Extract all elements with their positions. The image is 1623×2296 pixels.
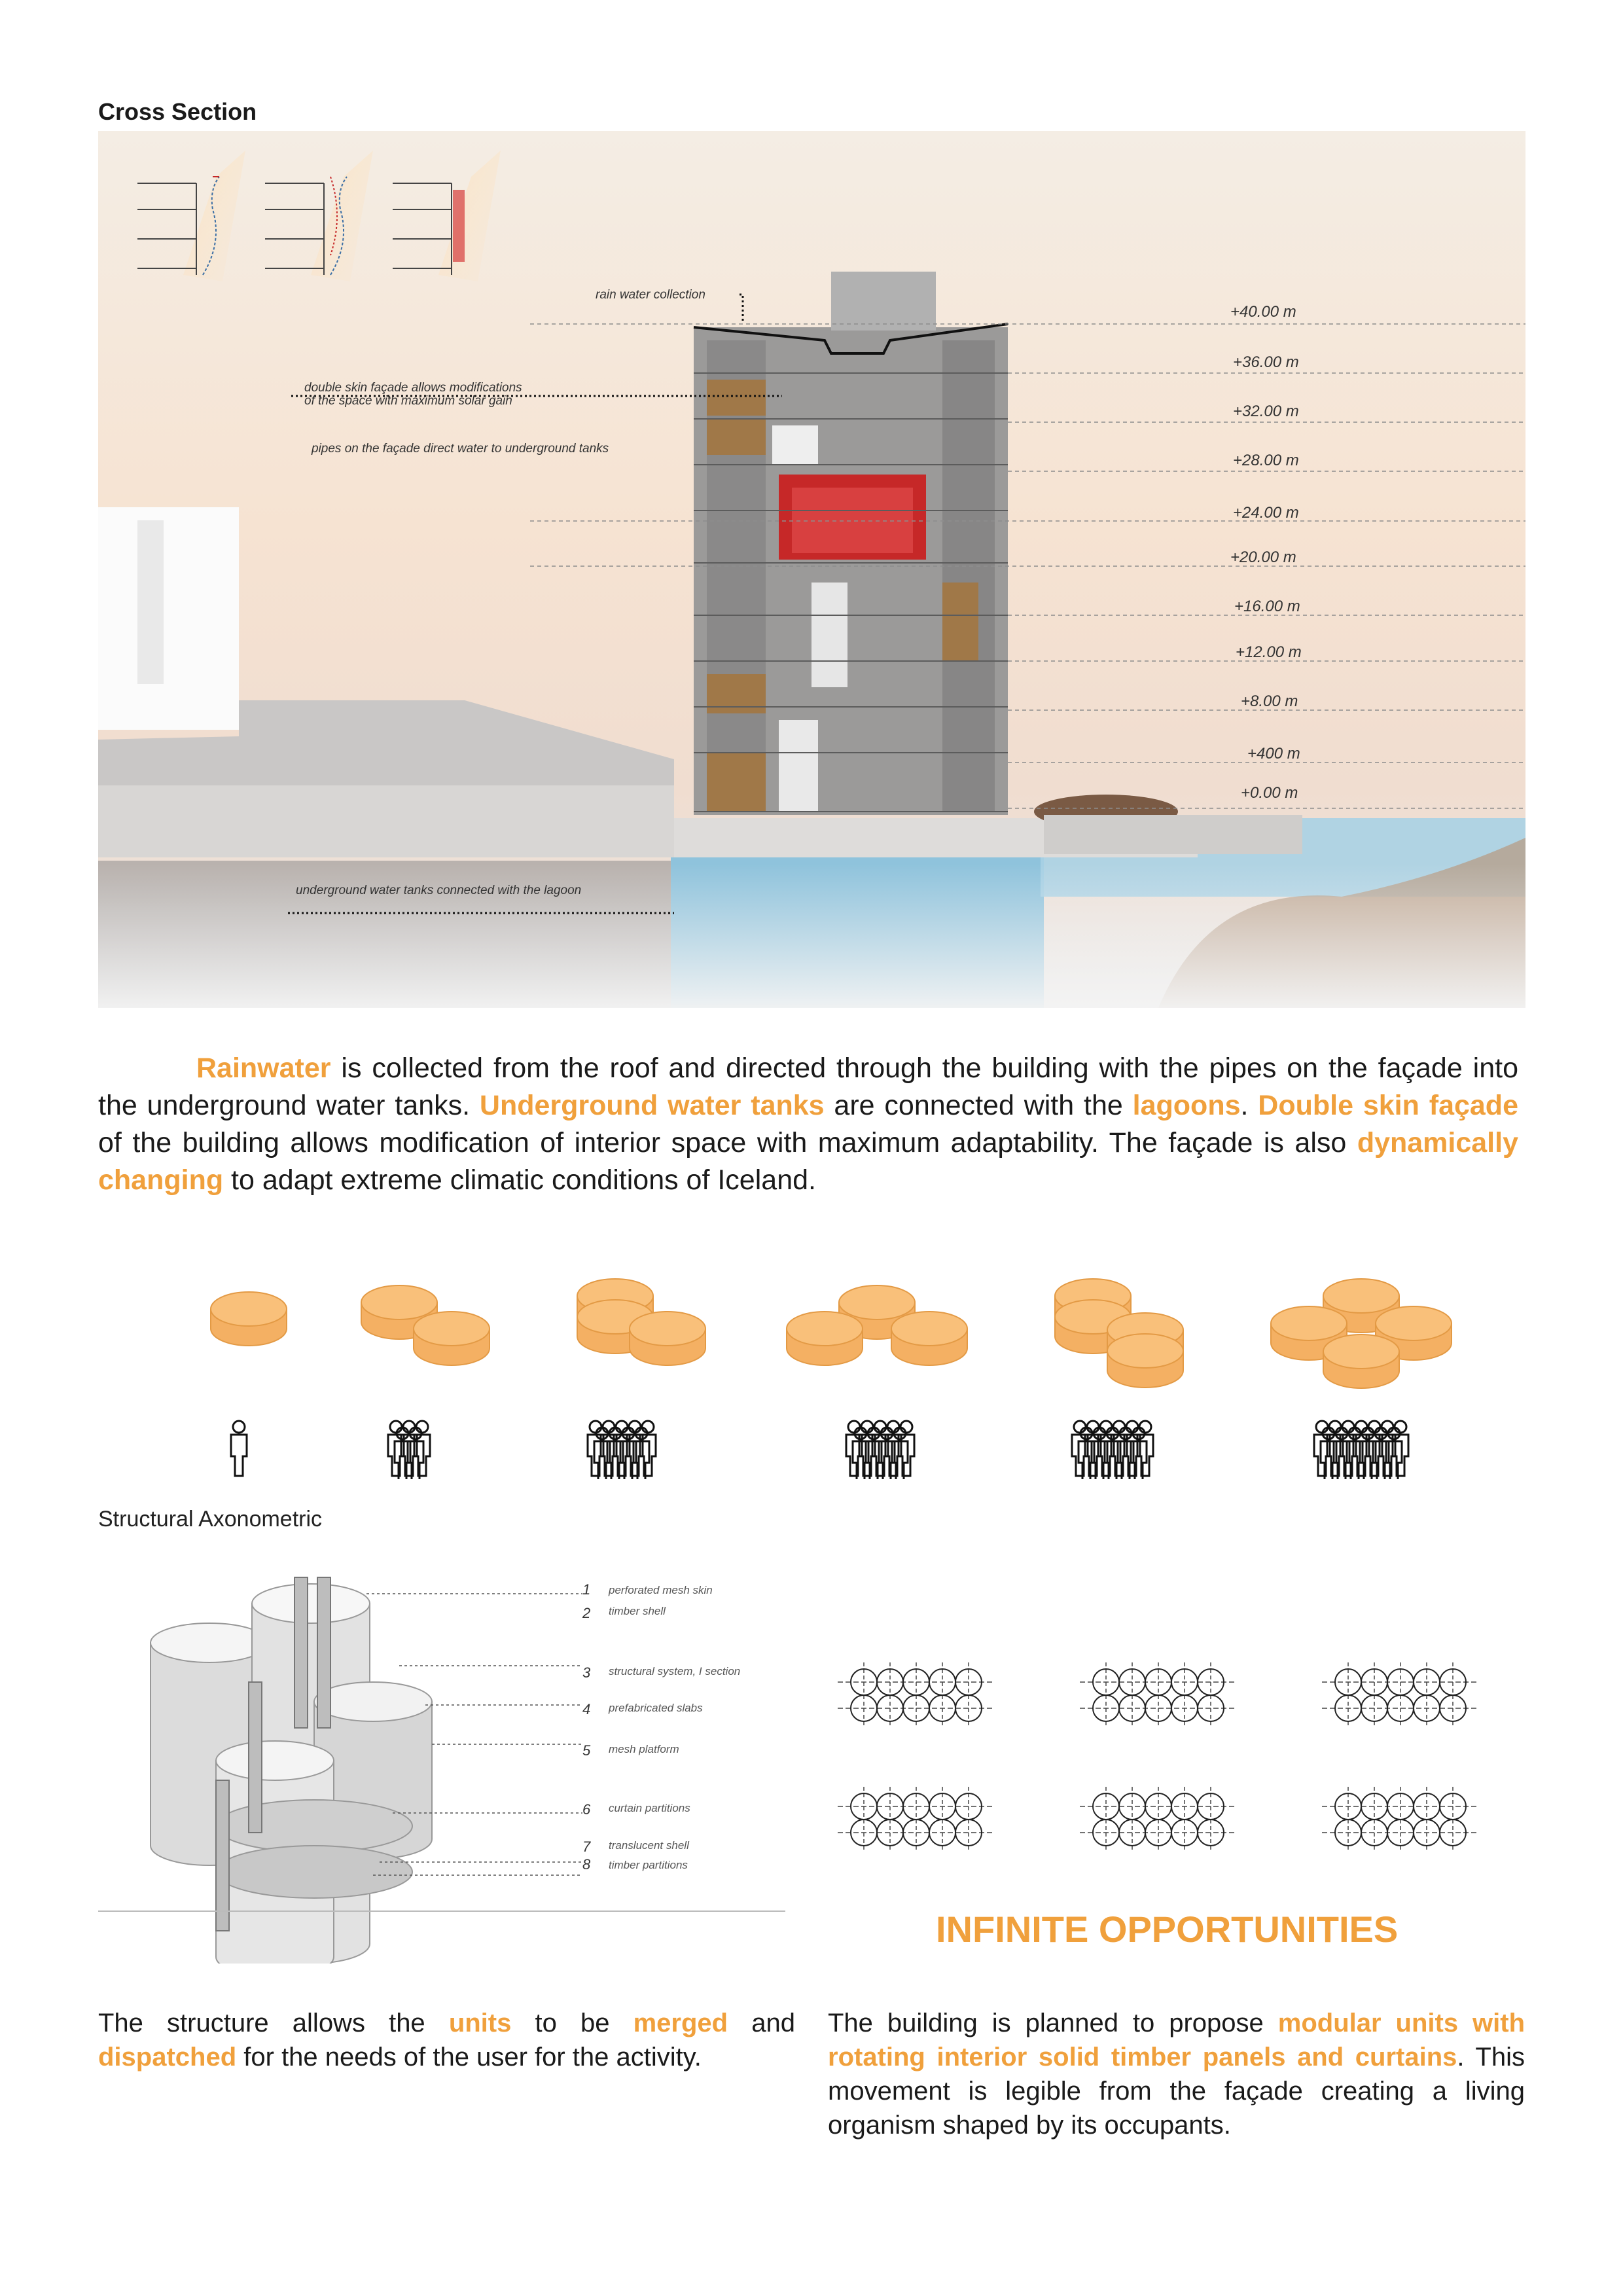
legend-item <box>582 1742 590 1759</box>
paragraph-text: to adapt extreme climatic conditions of Iceland. <box>223 1164 816 1196</box>
units-diagram <box>183 1270 1479 1479</box>
level-label: +32.00 m <box>1233 403 1299 420</box>
bottom-left-text <box>98 2006 795 2074</box>
disc-group-6 <box>1271 1279 1452 1388</box>
people-group-1 <box>231 1421 247 1476</box>
legend-item <box>582 1605 590 1622</box>
legend-item <box>582 1701 590 1718</box>
double-skin-label-2: of the space with maximum solar gain <box>304 394 512 408</box>
legend-num: 5 <box>582 1742 591 1759</box>
hl-dispatched: dispatched <box>98 2043 237 2072</box>
level-label: +8.00 m <box>1241 692 1298 710</box>
legend-num: 6 <box>582 1801 591 1818</box>
hl-merged: merged <box>633 2009 728 2037</box>
legend-num: 3 <box>582 1664 591 1681</box>
building-section <box>694 272 1008 815</box>
bottom-left-text-part: The structure allows the <box>98 2009 449 2037</box>
people-group-2 <box>388 1421 430 1479</box>
legend-text: prefabricated slabs <box>609 1702 703 1714</box>
axonometric-drawing <box>98 1564 785 1964</box>
level-label: +28.00 m <box>1233 452 1299 469</box>
hl-lagoons: lagoons <box>1132 1090 1241 1121</box>
legend-text: timber partitions <box>609 1859 688 1871</box>
double-skin-label-1: double skin façade allows modifications <box>304 381 522 395</box>
legend-item <box>582 1839 590 1856</box>
people-group-5 <box>1072 1421 1153 1479</box>
paragraph-text: of the building allows modification of interior space with maximum adaptability. The façade is also <box>98 1127 1357 1158</box>
legend-text: timber shell <box>609 1605 666 1617</box>
paragraph-text: . <box>1240 1090 1258 1121</box>
bottom-right-text-part: The building is planned to propose <box>828 2009 1278 2037</box>
hl-double-skin: Double skin façade <box>1258 1090 1518 1121</box>
paragraph-text: are connected with the <box>824 1090 1133 1121</box>
paragraph-text: is collected from the roof and directed through the building with the pipes on the façade into the underground water tanks. <box>98 1052 1518 1121</box>
disc-group-5 <box>1055 1279 1183 1388</box>
legend-num: 1 <box>582 1581 591 1598</box>
people-group-4 <box>846 1421 914 1479</box>
section-title: Cross Section <box>98 98 257 125</box>
legend-text: translucent shell <box>609 1839 689 1852</box>
disc-group-3 <box>577 1279 705 1365</box>
legend-num: 2 <box>582 1605 591 1621</box>
cross-section-drawing <box>98 131 1525 1008</box>
legend-num: 8 <box>582 1856 591 1873</box>
disc-group-1 <box>211 1292 287 1346</box>
rainwater-paragraph <box>98 1050 1518 1199</box>
bottom-left-text-part: and <box>728 2009 795 2037</box>
disc-group-4 <box>787 1285 967 1365</box>
legend-text: structural system, I section <box>609 1665 741 1677</box>
level-label: +20.00 m <box>1230 548 1296 566</box>
level-label: +16.00 m <box>1234 598 1300 615</box>
bottom-left-text-part: for the needs of the user for the activity. <box>236 2043 702 2072</box>
legend-text: curtain partitions <box>609 1802 690 1814</box>
hl-tanks: Underground water tanks <box>479 1090 825 1121</box>
legend-item <box>582 1801 590 1818</box>
tanks-label: underground water tanks connected with the lagoon <box>296 884 582 897</box>
legend-item <box>582 1581 590 1598</box>
legend-text: mesh platform <box>609 1743 679 1755</box>
legend-item <box>582 1664 590 1681</box>
disc-group-2 <box>361 1285 490 1365</box>
level-label: +36.00 m <box>1233 353 1299 371</box>
infinite-opportunities-heading: INFINITE OPPORTUNITIES <box>936 1909 1399 1950</box>
bottom-right-text-part: . This movement is legible from the façade creating a living organism shaped by its occupants. <box>828 2043 1525 2140</box>
axo-title: Structural Axonometric <box>98 1507 323 1532</box>
legend-num: 4 <box>582 1701 591 1717</box>
rain-water-label: rain water collection <box>596 288 705 302</box>
hl-modular-units: modular units with rotating interior solid timber panels and curtains <box>828 2009 1525 2072</box>
level-label: +12.00 m <box>1236 643 1302 661</box>
level-label: +400 m <box>1247 745 1300 762</box>
people-group-3 <box>588 1421 656 1479</box>
legend-text: perforated mesh skin <box>609 1584 713 1596</box>
circle-patterns <box>831 1656 1538 1892</box>
bottom-right-text <box>828 2006 1525 2142</box>
legend-item <box>582 1856 590 1873</box>
cross-section-svg <box>98 131 1525 1008</box>
hl-units: units <box>448 2009 512 2037</box>
people-group-6 <box>1314 1421 1408 1479</box>
bottom-left-text-part: to be <box>511 2009 633 2037</box>
pipes-label: pipes on the façade direct water to underground tanks <box>312 442 609 456</box>
hl-dynamic: dynamically changing <box>98 1127 1518 1196</box>
level-label: +0.00 m <box>1241 784 1298 802</box>
legend-num: 7 <box>582 1839 591 1855</box>
hl-rainwater: Rainwater <box>196 1052 331 1084</box>
level-label: +40.00 m <box>1230 303 1296 321</box>
level-label: +24.00 m <box>1233 504 1299 522</box>
